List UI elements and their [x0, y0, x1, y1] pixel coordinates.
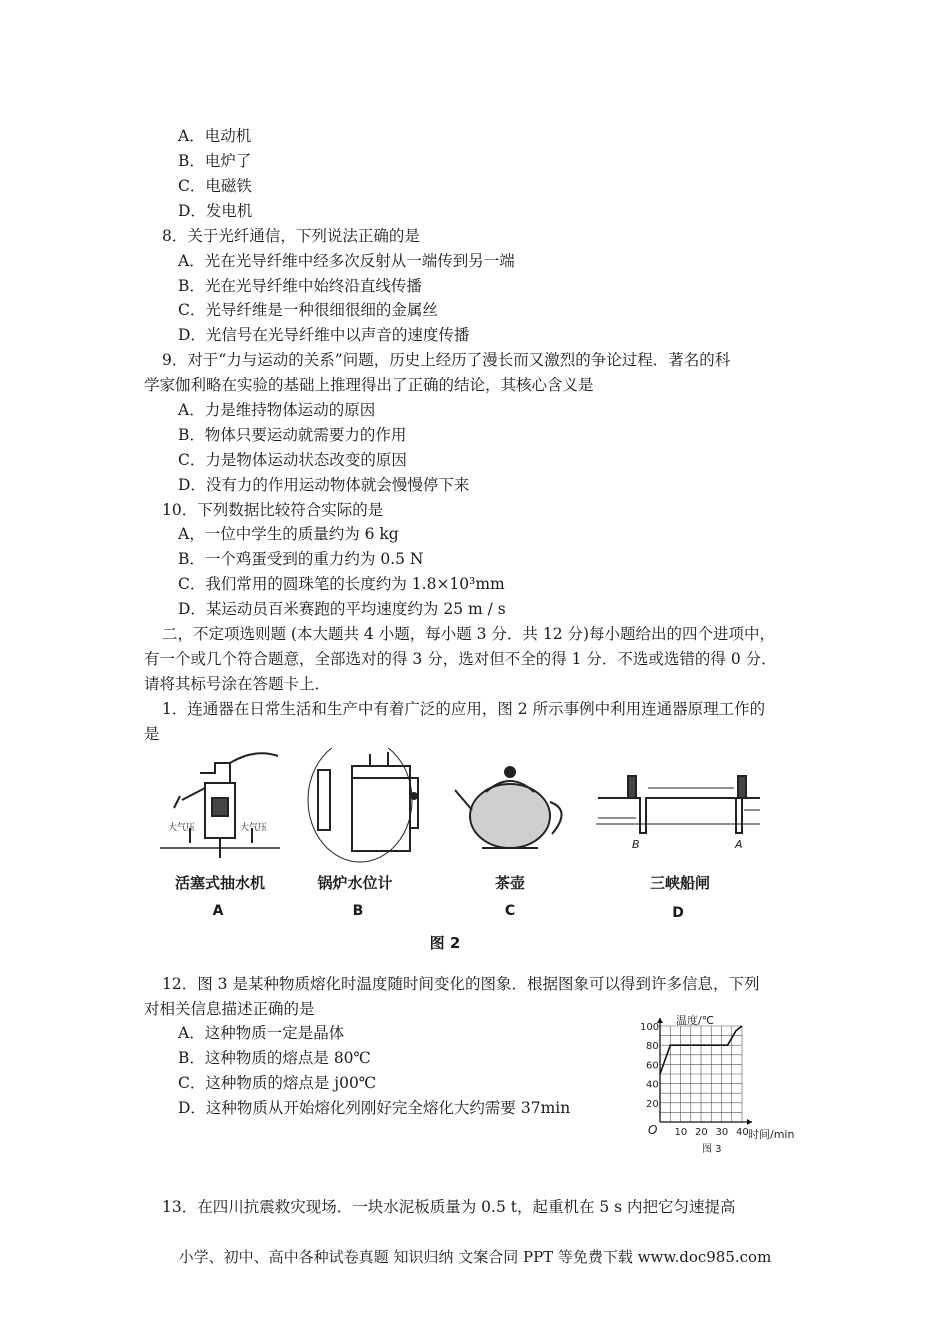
- letter-b: B: [352, 903, 364, 919]
- q12-option-b: B．这种物质的熔点是 80℃: [178, 1049, 371, 1067]
- q7-option-c: C．电磁铁: [178, 177, 252, 195]
- letter-c: C: [504, 903, 516, 919]
- q11-stem-line1: 1．连通器在日常生活和生产中有着广泛的应用，图 2 所示事例中利用连通器原理工作的: [162, 700, 766, 718]
- q8-option-c: C．光导纤维是一种很细很细的金属丝: [178, 301, 438, 319]
- q12-stem-line2: 对相关信息描述正确的是: [144, 1000, 315, 1018]
- q10-stem: 10．下列数据比较符合实际的是: [162, 501, 384, 519]
- q9-option-b: B．物体只要运动就需要力的作用: [178, 426, 407, 444]
- q12-stem-line1: 12．图 3 是某种物质熔化时温度随时间变化的图象．根据图象可以得到许多信息，下列: [162, 975, 760, 993]
- label-ship-lock: 三峡船闸: [649, 874, 710, 892]
- y-tick-label: 60: [646, 1060, 659, 1072]
- x-tick-label: 10: [674, 1127, 688, 1138]
- q9-option-c: C．力是物体运动状态改变的原因: [178, 451, 407, 469]
- x-axis-arrow: [747, 1119, 752, 1125]
- teapot-drawing: [455, 767, 562, 848]
- figure-2-caption: 图 2: [429, 934, 461, 952]
- q8-option-b: B．光在光导纤维中始终沿直线传播: [178, 277, 422, 295]
- q8-stem: 8．关于光纤通信，下列说法正确的是: [162, 227, 420, 245]
- ship-lock-drawing: [596, 776, 760, 851]
- y-tick-label: 100: [640, 1022, 660, 1033]
- q10-option-c: C．我们常用的圆珠笔的长度约为 1.8×10³mm: [178, 575, 505, 593]
- q7-option-d: D．发电机: [178, 202, 253, 220]
- q9-option-d: D．没有力的作用运动物体就会慢慢停下来: [178, 476, 470, 494]
- section2-line2: 有一个或几个符合题意，全部选对的得 3 分，选对但不全的得 1 分．不选或选错的得 0 分．: [144, 650, 777, 668]
- q9-stem-line1: 9．对于“力与运动的关系”问题，历史上经历了漫长而又激烈的争论过程．著名的科: [162, 351, 731, 369]
- y-tick-label: 20: [646, 1098, 659, 1110]
- lock-label-a: A: [735, 838, 743, 851]
- q11-stem-line2: 是: [144, 725, 160, 743]
- figure-2-drawings: [160, 748, 760, 868]
- letter-a: A: [212, 903, 224, 919]
- chart-xlabel: 时间/min: [748, 1128, 795, 1141]
- chart-ylabel: 温度/℃: [676, 1014, 715, 1027]
- q7-option-b: B．电炉了: [178, 152, 252, 170]
- chart-origin: O: [648, 1123, 658, 1137]
- label-boiler-gauge: 锅炉水位计: [317, 874, 393, 892]
- footer-text: 小学、初中、高中各种试卷真题 知识归纳 文案合同 PPT 等免费下载 www.doc985.com: [178, 1248, 772, 1266]
- q8-option-d: D．光信号在光导纤维中以声音的速度传播: [178, 326, 470, 344]
- y-tick-label: 40: [646, 1079, 659, 1091]
- piston-pump-drawing: [160, 753, 280, 858]
- q13-stem: 13．在四川抗震救灾现场．一块水泥板质量为 0.5 t，起重机在 5 s 内把它匀速提高: [162, 1198, 736, 1216]
- x-tick-label: 20: [695, 1127, 708, 1138]
- q9-stem-line2: 学家伽利略在实验的基础上推理得出了正确的结论，其核心含义是: [144, 376, 594, 394]
- label-teapot: 茶壶: [494, 874, 525, 892]
- figure-3-chart: [630, 1010, 810, 1160]
- q10-option-a: A，一位中学生的质量约为 6 kg: [178, 525, 399, 543]
- letter-d: D: [672, 905, 684, 921]
- chart-ticks: [640, 1022, 749, 1138]
- atm-label-right: 大气压: [240, 823, 268, 833]
- x-tick-label: 30: [715, 1127, 729, 1138]
- q9-option-a: A．力是维持物体运动的原因: [178, 401, 376, 419]
- q10-option-b: B．一个鸡蛋受到的重力约为 0.5 N: [178, 550, 424, 568]
- section2-line3: 请将其标号涂在答题卡上．: [144, 675, 331, 693]
- lock-label-b: B: [632, 838, 640, 851]
- q7-option-a: A．电动机: [178, 127, 252, 145]
- chart-title: 图 3: [702, 1144, 722, 1155]
- chart-axes: [657, 1018, 752, 1125]
- boiler-gauge-drawing: [308, 748, 418, 862]
- section2-line1: 二，不定项选则题 (本大题共 4 小题，每小题 3 分．共 12 分)每小题给出的四个进项中，: [162, 625, 776, 643]
- q8-option-a: A．光在光导纤维中经多次反射从一端传到另一端: [178, 252, 515, 270]
- x-tick-label: 40: [736, 1127, 749, 1138]
- q12-option-c: C．这种物质的熔点是 j00℃: [178, 1074, 377, 1092]
- y-tick-label: 80: [646, 1041, 659, 1053]
- q10-option-d: D．某运动员百米赛跑的平均速度约为 25 m / s: [178, 600, 506, 618]
- label-piston-pump: 活塞式抽水机: [174, 874, 265, 892]
- q12-option-d: D．这种物质从开始熔化列刚好完全熔化大约需要 37min: [178, 1099, 571, 1117]
- q12-option-a: A．这种物质一定是晶体: [178, 1024, 345, 1042]
- atm-label-left: 大气压: [168, 823, 196, 833]
